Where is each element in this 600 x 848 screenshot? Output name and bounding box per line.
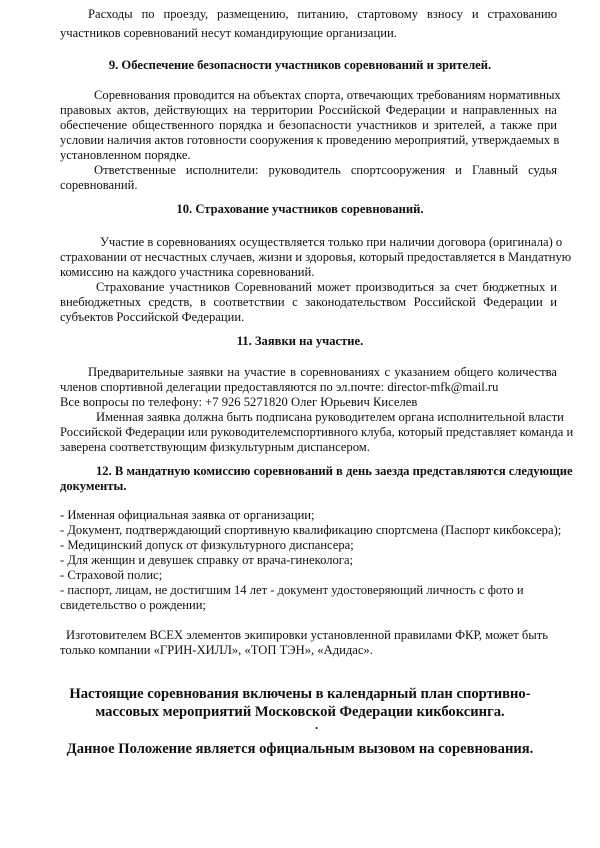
section-11-heading: 11. Заявки на участие. [236,334,364,348]
document-list-item: свидетельство о рождении; [60,598,206,612]
paragraph-line: заверена соответствующим физкультурным диспансером. [60,440,370,454]
document-list-item: - Страховой полис; [60,568,163,582]
paragraph-line: Российской Федерации или руководителемспортивного клуба, который представляет команда и [60,425,574,439]
document-list-item: - Медицинский допуск от физкультурного диспансера; [60,538,354,552]
paragraph-line: Страхование участников Соревнований может производиться за счет бюджетных и [96,280,557,294]
paragraph-line: условии наличия актов готовности сооружения к проведению мероприятий, утверждаемых в [60,133,560,147]
paragraph-line: комиссию на каждого участника соревнований. [60,265,315,279]
paragraph-line: субъектов Российской Федерации. [60,310,245,324]
intro-line: участников соревнований несут командирующие организации. [60,26,397,40]
document-list-item: - Документ, подтверждающий спортивную квалификацию спортсмена (Паспорт кикбоксера); [60,523,562,537]
contact-phone-line: Все вопросы по телефону: +7 926 5271820 Олег Юрьевич Киселев [60,395,418,409]
manufacturers-line: Изготовителем ВСЕХ элементов экипировки установленной правилами ФКР, может быть [66,628,549,642]
paragraph-line: Соревнования проводится на объектах спорта, отвечающих требованиям нормативных [94,88,561,102]
paragraph-line: Именная заявка должна быть подписана руководителем органа исполнительной власти [96,410,564,424]
document-list-item: - Для женщин и девушек справку от врача-гинеколога; [60,553,354,567]
section-10-heading: 10. Страхование участников соревнований. [176,202,424,216]
calendar-statement: массовых мероприятий Московской Федерации кикбоксинга. [95,704,505,720]
paragraph-line: Участие в соревнованиях осуществляется только при наличии договора (оригинала) о [100,235,563,249]
paragraph-line: членов спортивной делегации предоставляются по эл.почте: director-mfk@mail.ru [60,380,499,394]
manufacturers-line: только компании «ГРИН-ХИЛЛ», «ТОП ТЭН», «Адидас». [60,643,373,657]
document-list-item: - Именная официальная заявка от организации; [60,508,315,522]
intro-line: Расходы по проезду, размещению, питанию, стартовому взносу и страхованию [88,7,557,21]
official-invitation-statement: Данное Положение является официальным вызовом на соревнования. [66,741,534,757]
paragraph-line: внебюджетных средств, в соответствии с законодательством Российской Федерации и [60,295,557,309]
paragraph-line: установленном порядке. [60,148,191,162]
paragraph-line: соревнований. [60,178,138,192]
paragraph-line: обеспечение общественного порядка и безопасности участников и зрителей, а также при [60,118,557,132]
section-12-heading: 12. В мандатную комиссию соревнований в день заезда представляются следующие [96,464,573,478]
calendar-statement: Настоящие соревнования включены в календарный план спортивно- [69,686,531,702]
section-9-heading: 9. Обеспечение безопасности участников соревнований и зрителей. [108,58,492,72]
paragraph-line: Ответственные исполнители: руководитель спортсооружения и Главный судья [94,163,557,177]
stray-dot: . [315,718,319,732]
document-list-item: - паспорт, лицам, не достигшим 14 лет - документ удостоверяющий личность с фото и [60,583,524,597]
section-12-heading-cont: документы. [60,479,127,493]
paragraph-line: Предварительные заявки на участие в соревнованиях с указанием общего количества [88,365,557,379]
paragraph-line: страховании от несчастных случаев, жизни и здоровья, который предоставляется в Мандатную [60,250,572,264]
paragraph-line: правовых актов, действующих на территории Российской Федерации и направленных на [60,103,557,117]
